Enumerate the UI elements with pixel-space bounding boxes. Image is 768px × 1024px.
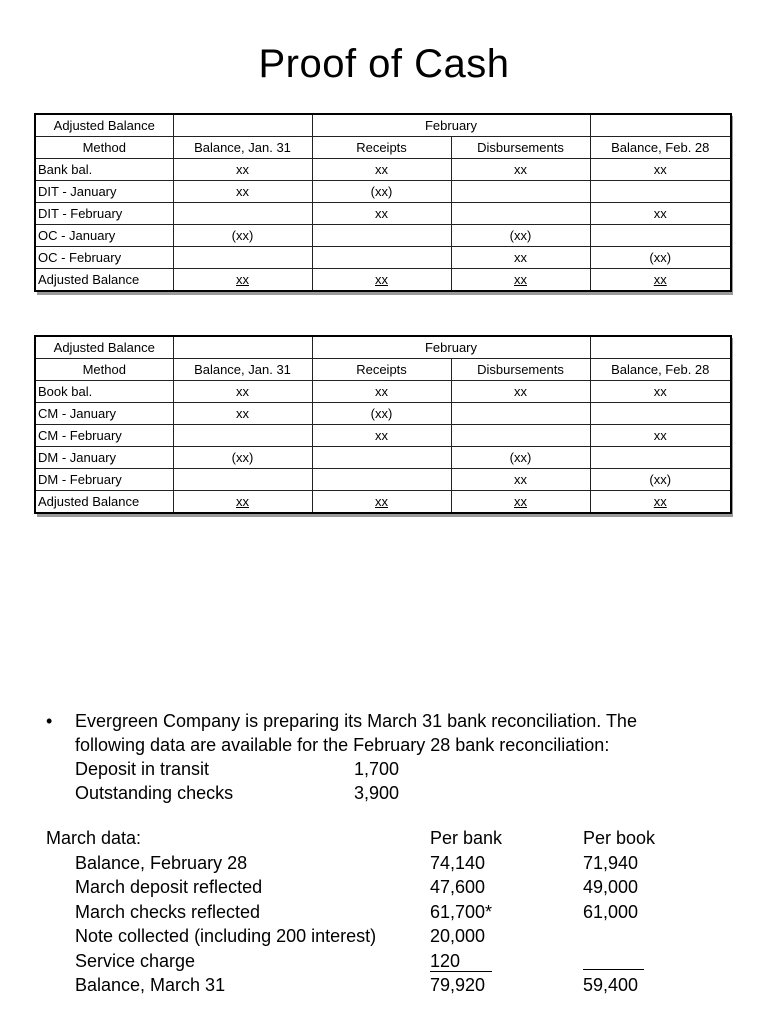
oc-value: 3,900 [354, 783, 400, 803]
header-method-bottom: Method [35, 359, 173, 381]
list-item: Service charge 120 [46, 949, 746, 974]
table-row: DM - January (xx) (xx) [35, 447, 731, 469]
oc-label: Outstanding checks [75, 783, 234, 803]
header-disbursements: Disbursements [451, 359, 590, 381]
table-row: Bank bal. xx xx xx xx [35, 159, 731, 181]
header-method-top: Adjusted Balance [35, 336, 173, 359]
header-february: February [312, 336, 590, 359]
list-item: March deposit reflected 47,600 49,000 [75, 877, 639, 897]
table-row: CM - February xx xx [35, 425, 731, 447]
list-item-total: Balance, March 31 79,920 59,400 [75, 975, 639, 995]
table-row: OC - January (xx) (xx) [35, 225, 731, 247]
march-data [46, 826, 746, 998]
per-book-header: Per book [583, 828, 656, 848]
table-row-total: Adjusted Balance xx xx xx xx [35, 269, 731, 292]
table-row: CM - January xx (xx) [35, 403, 731, 425]
header-method-bottom: Method [35, 137, 173, 159]
header-balance-jan: Balance, Jan. 31 [173, 359, 312, 381]
service-charge-bank: 120 [430, 951, 492, 972]
problem-line-1: Evergreen Company is preparing its March 31 bank reconciliation. The [75, 711, 637, 731]
header-receipts: Receipts [312, 137, 451, 159]
list-item: Balance, February 28 74,140 71,940 [75, 852, 639, 873]
bank-proof-table [34, 113, 730, 292]
list-item: Note collected (including 200 interest) 20,000 [75, 926, 486, 946]
service-charge-book-blank [583, 949, 644, 970]
header-february: February [312, 114, 590, 137]
table-row: DIT - January xx (xx) [35, 181, 731, 203]
table-row: DIT - February xx xx [35, 203, 731, 225]
bullet-point: • [46, 711, 53, 731]
march-heading: March data: [46, 828, 142, 848]
table-row: OC - February xx (xx) [35, 247, 731, 269]
problem-statement [46, 709, 726, 757]
header-disbursements: Disbursements [451, 137, 590, 159]
header-balance-jan: Balance, Jan. 31 [173, 137, 312, 159]
dit-value: 1,700 [354, 759, 400, 779]
page-title: Proof of Cash [258, 42, 510, 86]
header-receipts: Receipts [312, 359, 451, 381]
table-row: Book bal. xx xx xx xx [35, 381, 731, 403]
table-row-total: Adjusted Balance xx xx xx xx [35, 491, 731, 514]
problem-line-2: following data are available for the February 28 bank reconciliation: [75, 735, 610, 755]
header-method-top: Adjusted Balance [35, 114, 173, 137]
dit-label: Deposit in transit [75, 759, 210, 779]
book-proof-table [34, 335, 730, 514]
list-item: March checks reflected 61,700* 61,000 [75, 901, 639, 922]
per-bank-header: Per bank [430, 828, 503, 848]
header-balance-feb: Balance, Feb. 28 [590, 359, 731, 381]
table-row: DM - February xx (xx) [35, 469, 731, 491]
header-balance-feb: Balance, Feb. 28 [590, 137, 731, 159]
